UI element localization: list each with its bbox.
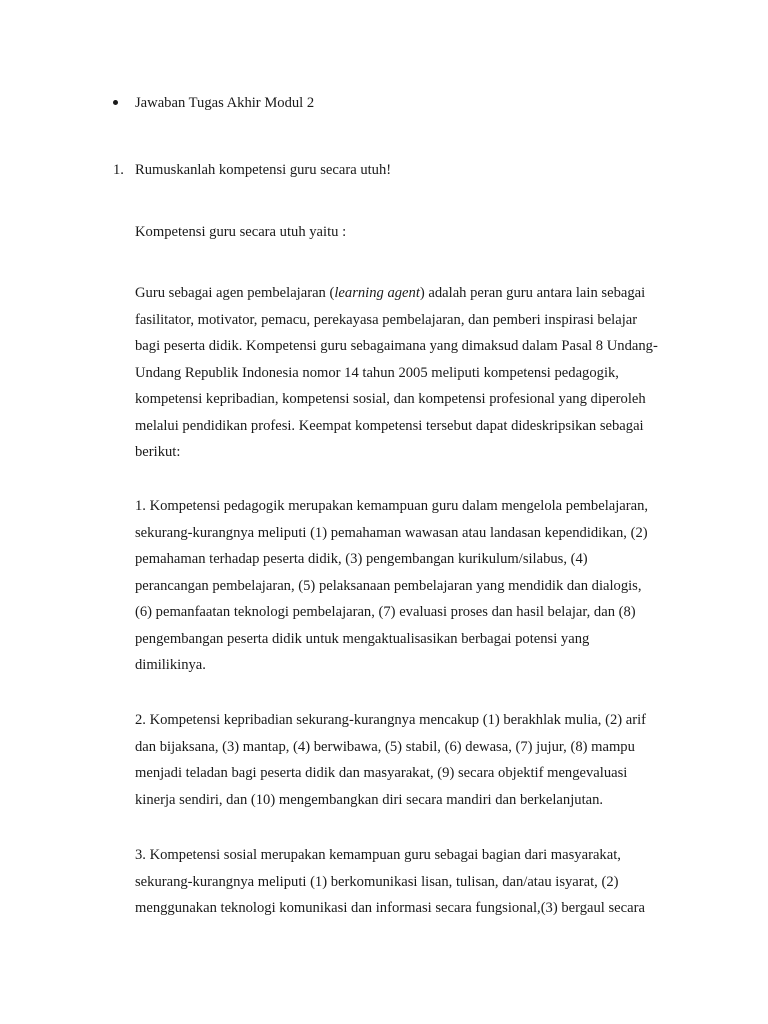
paragraph-line: dan bijaksana, (3) mantap, (4) berwibawa, (5) stabil, (6) dewasa, (7) jujur, (8) mampu <box>135 738 635 755</box>
paragraph-line: (6) pemanfaatan teknologi pembelajaran, (7) evaluasi proses dan hasil belajar, dan (8) <box>135 604 636 620</box>
question-number: 1. <box>113 162 124 178</box>
paragraph-line: 3. Kompetensi sosial merupakan kemampuan guru sebagai bagian dari masyarakat, <box>135 847 621 863</box>
bullet-dot-icon <box>113 100 118 105</box>
paragraph-sosial <box>135 842 680 922</box>
paragraph-line: berikut: <box>135 444 181 460</box>
paragraph-line: Undang Republik Indonesia nomor 14 tahun 2005 meliputi kompetensi pedagogik, <box>135 364 619 381</box>
paragraph-line: pengembangan peserta didik untuk mengaktualisasikan berbagai potensi yang <box>135 630 590 647</box>
paragraph-line: bagi peserta didik. Kompetensi guru sebagaimana yang dimaksud dalam Pasal 8 Undang- <box>135 338 658 354</box>
paragraph-line: kompetensi kepribadian, kompetensi sosial, dan kompetensi profesional yang diperoleh <box>135 391 646 407</box>
paragraph-line: perancangan pembelajaran, (5) pelaksanaan pembelajaran yang mendidik dan dialogis, <box>135 577 642 594</box>
paragraph-line: menggunakan teknologi komunikasi dan informasi secara fungsional,(3) bergaul secara <box>135 900 645 916</box>
paragraph-line: melalui pendidikan profesi. Keempat kompetensi tersebut dapat dideskripsikan sebagai <box>135 417 644 434</box>
paragraph-kepribadian <box>135 707 680 813</box>
question-line <box>113 160 391 180</box>
paragraph-line: dimilikinya. <box>135 657 206 673</box>
paragraph-line: kinerja sendiri, dan (10) mengembangkan diri secara mandiri dan berkelanjutan. <box>135 791 604 808</box>
paragraph-intro <box>135 280 680 466</box>
paragraph-line <box>135 280 680 307</box>
paragraph-line: 1. Kompetensi pedagogik merupakan kemampuan guru dalam mengelola pembelajaran, <box>135 498 649 514</box>
paragraph-line: 2. Kompetensi kepribadian sekurang-kurangnya mencakup (1) berakhlak mulia, (2) arif <box>135 712 647 728</box>
paragraph-pedagogik <box>135 493 680 679</box>
bullet-heading <box>113 93 314 113</box>
paragraph-line: pemahaman terhadap peserta didik, (3) pengembangan kurikulum/silabus, (4) <box>135 551 588 567</box>
paragraph-line: fasilitator, motivator, pemacu, perekayasa pembelajaran, dan pemberi inspirasi belajar <box>135 311 638 328</box>
text-run: Guru sebagai agen pembelajaran ( <box>135 285 335 301</box>
question-text: Rumuskanlah kompetensi guru secara utuh! <box>135 162 392 178</box>
italic-term: learning agent <box>334 285 420 301</box>
paragraph-line: menjadi teladan bagi peserta didik dan masyarakat, (9) secara objektif mengevaluasi <box>135 765 628 781</box>
intro-text: Kompetensi guru secara utuh yaitu : <box>135 224 347 240</box>
paragraph-line: sekurang-kurangnya meliputi (1) pemahaman wawasan atau landasan kependidikan, (2) <box>135 524 648 541</box>
heading-text: Jawaban Tugas Akhir Modul 2 <box>135 95 315 111</box>
text-run: ) adalah peran guru antara lain sebagai <box>419 285 646 301</box>
paragraph-line: sekurang-kurangnya meliputi (1) berkomunikasi lisan, tulisan, dan/atau isyarat, (2) <box>135 873 619 890</box>
